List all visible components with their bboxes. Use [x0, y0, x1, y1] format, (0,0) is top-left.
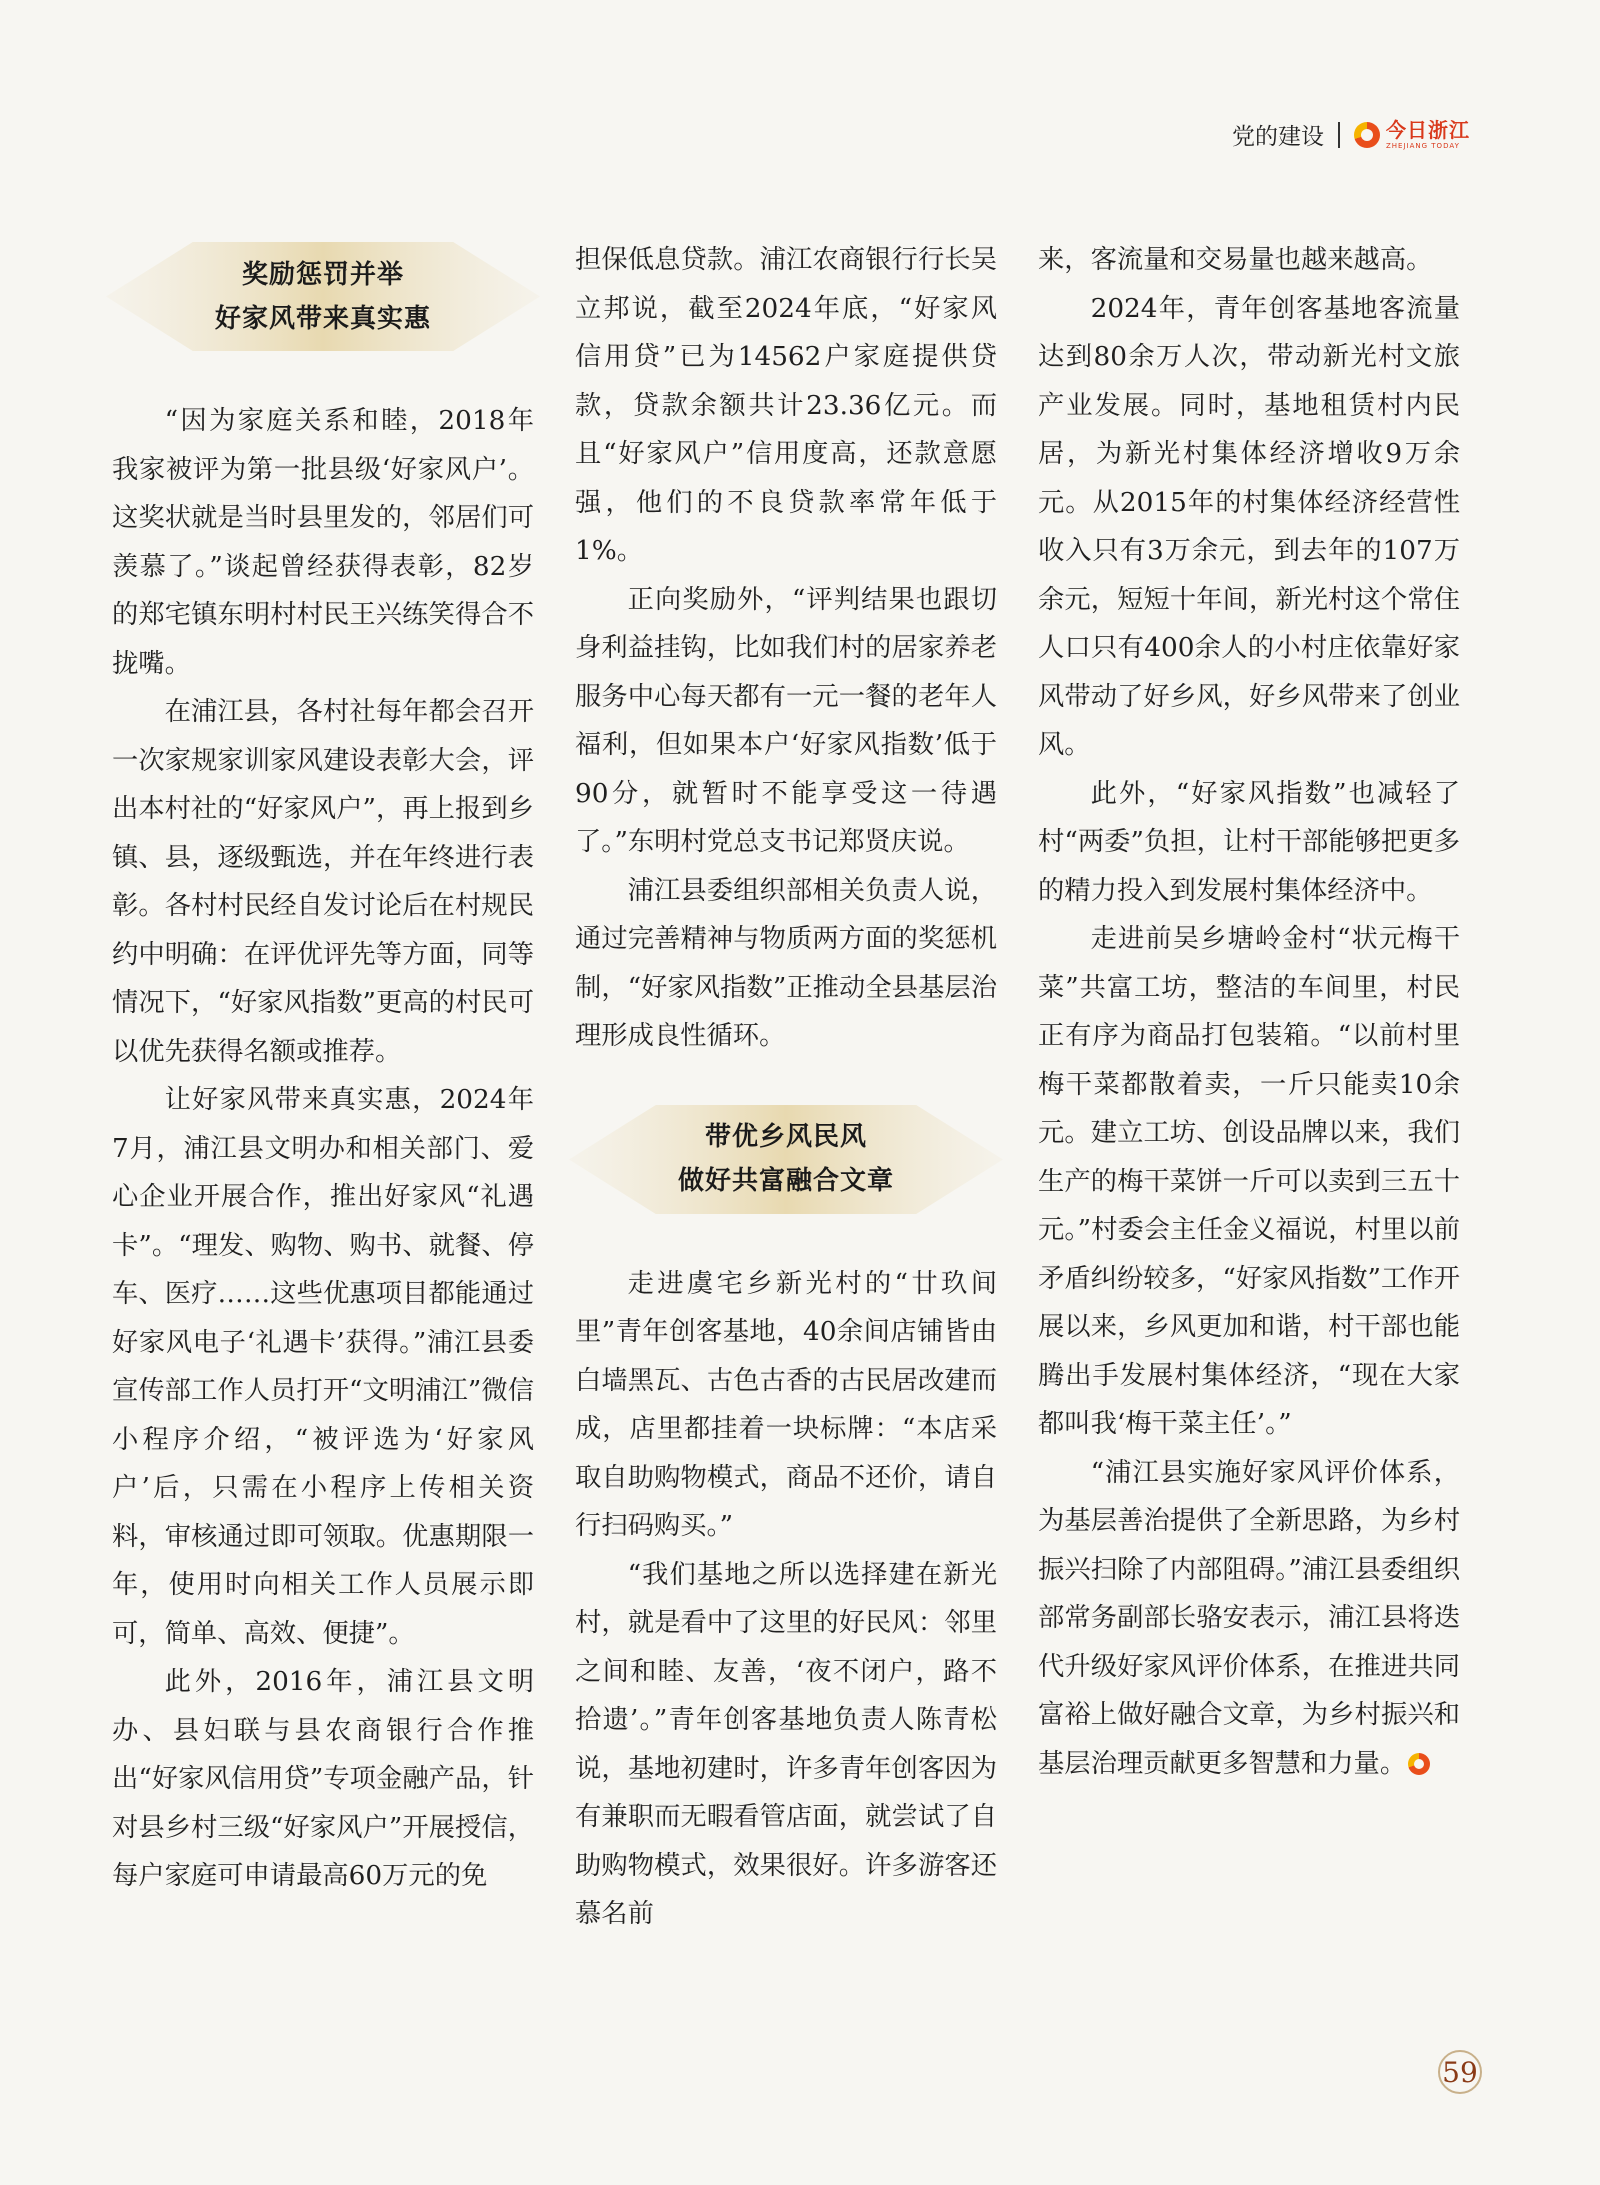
column-3	[1038, 236, 1460, 1788]
subhead-1	[106, 242, 540, 351]
logo-cn: 今日浙江	[1386, 117, 1470, 142]
paragraph-final	[1038, 1449, 1460, 1789]
logo-en: ZHEJIANG TODAY	[1386, 141, 1460, 150]
magazine-logo	[1354, 117, 1470, 150]
paragraph: 让好家风带来真实惠，2024年7月，浦江县文明办和相关部门、爱心企业开展合作，推出好家风“礼遇卡”。“理发、购物、购书、就餐、停车、医疗……这些优惠项目都能通过好家风电子‘礼遇卡’获得。”浦江县委宣传部工作人员打开“文明浦江”微信小程序介绍，“被评选为‘好家风户’后，只需在小程序上传相关资料，审核通过即可领取。优惠期限一年，使用时向相关工作人员展示即可，简单、高效、便捷”。	[112, 1085, 534, 1649]
end-mark-icon	[1408, 1753, 1430, 1775]
paragraph: 在浦江县，各村社每年都会召开一次家规家训家风建设表彰大会，评出本村社的“好家风户”，再上报到乡镇、县，逐级甄选，并在年终进行表彰。各村村民经自发讨论后在村规民约中明确：在评优评先等方面，同等情况下，“好家风指数”更高的村民可以优先获得名额或推荐。	[112, 697, 534, 1067]
page-header	[1232, 118, 1470, 151]
subhead-2-line1: 带优乡风民风	[704, 1122, 867, 1152]
column-2	[575, 236, 997, 1939]
paragraph: 浦江县委组织部相关负责人说，通过完善精神与物质两方面的奖惩机制，“好家风指数”正推动全县基层治理形成良性循环。	[575, 875, 997, 1051]
paragraph: 走进虞宅乡新光村的“廿玖间里”青年创客基地，40余间店铺皆由白墙黑瓦、古色古香的古民居改建而成，店里都挂着一块标牌：“本店采取自助购物模式，商品不还价，请自行扫码购买。”	[575, 1268, 997, 1541]
header-divider	[1338, 122, 1340, 148]
paragraph: “因为家庭关系和睦，2018年我家被评为第一批县级‘好家风户’。这奖状就是当时县里发的，邻居们可羡慕了。”谈起曾经获得表彰，82岁的郑宅镇东明村村民王兴练笑得合不拢嘴。	[112, 406, 534, 679]
subhead-2-line2: 做好共富融合文章	[677, 1166, 894, 1196]
subhead-2	[569, 1105, 1003, 1214]
paragraph: 走进前吴乡塘岭金村“状元梅干菜”共富工坊，整洁的车间里，村民正有序为商品打包装箱。“以前村里梅干菜都散着卖，一斤只能卖10余元。建立工坊、创设品牌以来，我们生产的梅干菜饼一斤可以卖到三五十元。”村委会主任金义福说，村里以前矛盾纠纷较多，“好家风指数”工作开展以来，乡风更加和谐，村干部也能腾出手发展村集体经济，“现在大家都叫我‘梅干菜主任’。”	[1038, 924, 1460, 1439]
page-number: 59	[1438, 2050, 1482, 2094]
paragraph: 此外，“好家风指数”也减轻了村“两委”负担，让村干部能够把更多的精力投入到发展村集体经济中。	[1038, 778, 1460, 906]
column-1	[112, 236, 534, 1901]
subhead-1-line2: 好家风带来真实惠	[214, 303, 431, 334]
paragraph: 来，客流量和交易量也越来越高。	[1038, 245, 1433, 275]
paragraph: 正向奖励外，“评判结果也跟切身利益挂钩，比如我们村的居家养老服务中心每天都有一元一餐的老年人福利，但如果本户‘好家风指数’低于90分，就暂时不能享受这一待遇了。”东明村党总支书记郑贤庆说。	[575, 584, 997, 857]
logo-text	[1386, 117, 1470, 150]
paragraph-text: “浦江县实施好家风评价体系，为基层善治提供了全新思路，为乡村振兴扫除了内部阻碍。”浦江县委组织部常务副部长骆安表示，浦江县将迭代升级好家风评价体系，在推进共同富裕上做好融合文章，为乡村振兴和基层治理贡献更多智慧和力量。	[1038, 1457, 1460, 1779]
paragraph: “我们基地之所以选择建在新光村，就是看中了这里的好民风：邻里之间和睦、友善，‘夜不闭户，路不拾遗’。”青年创客基地负责人陈青松说，基地初建时，许多青年创客因为有兼职而无暇看管店面，就尝试了自助购物模式，效果很好。许多游客还慕名前	[575, 1559, 997, 1929]
section-name: 党的建设	[1232, 124, 1324, 150]
paragraph: 2024年，青年创客基地客流量达到80余万人次，带动新光村文旅产业发展。同时，基地租赁村内民居，为新光村集体经济增收9万余元。从2015年的村集体经济经营性收入只有3万余元，到去年的107万余元，短短十年间，新光村这个常住人口只有400余人的小村庄依靠好家风带动了好乡风，好乡风带来了创业风。	[1038, 293, 1460, 760]
logo-icon	[1354, 122, 1380, 148]
paragraph: 担保低息贷款。浦江农商银行行长吴立邦说，截至2024年底，“好家风信用贷”已为14562户家庭提供贷款，贷款余额共计23.36亿元。而且“好家风户”信用度高，还款意愿强，他们的不良贷款率常年低于1%。	[575, 245, 997, 566]
paragraph: 此外，2016年，浦江县文明办、县妇联与县农商银行合作推出“好家风信用贷”专项金融产品，针对县乡村三级“好家风户”开展授信，每户家庭可申请最高60万元的免	[112, 1667, 534, 1891]
subhead-1-line1: 奖励惩罚并举	[241, 259, 404, 290]
